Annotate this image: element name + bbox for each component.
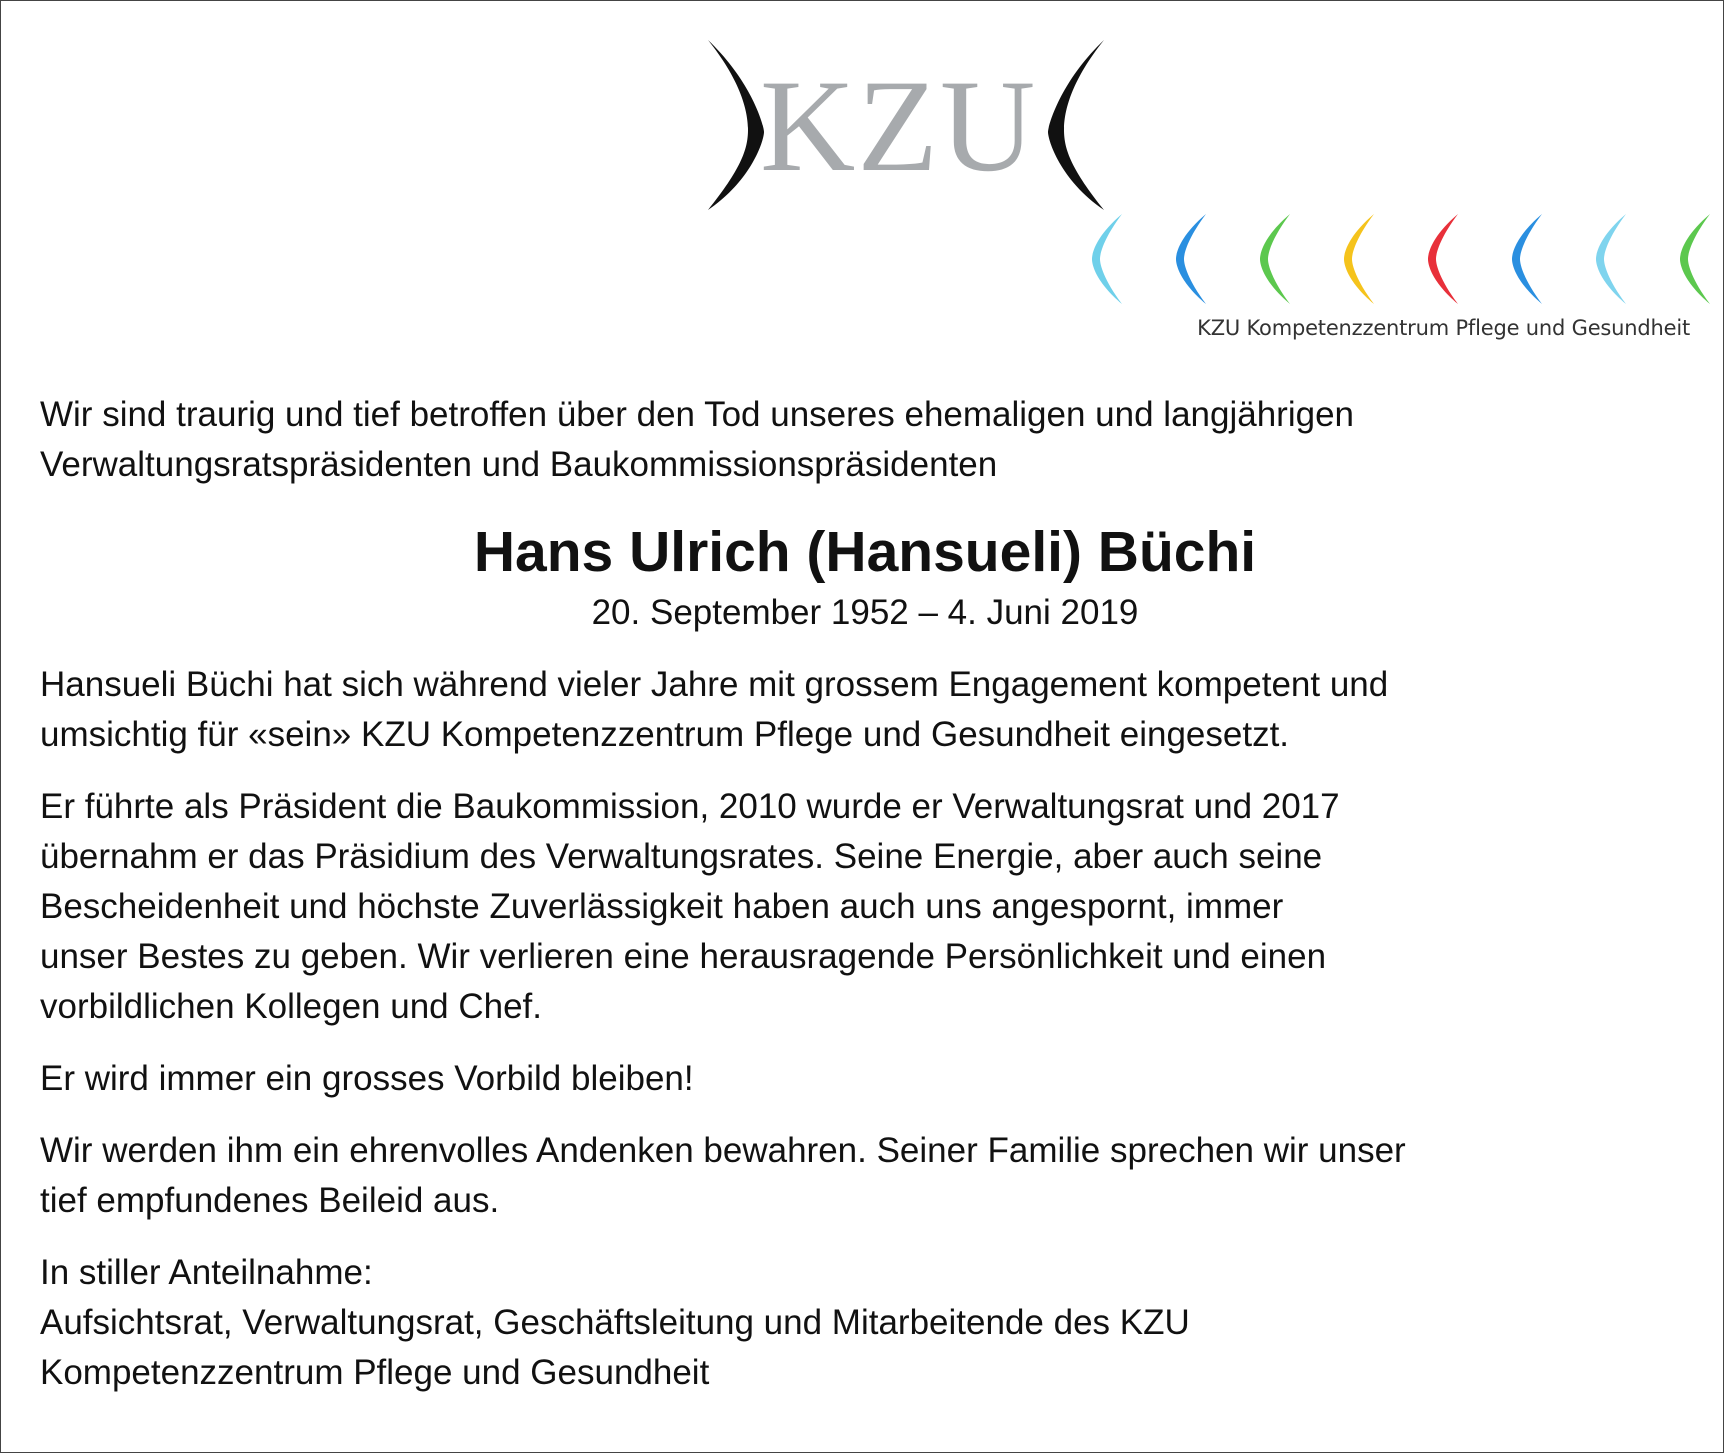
paragraph-condolences (40, 1126, 1690, 1226)
closing-line: In stiller Anteilnahme: (40, 1253, 373, 1292)
paragraph-engagement (40, 660, 1690, 760)
deceased-name: Hans Ulrich (Hansueli) Büchi (473, 520, 1257, 584)
closing-line: Aufsichtsrat, Verwaltungsrat, Geschäftsleitung und Mitarbeitende des KZU (40, 1303, 1190, 1342)
logo-color-bracket (1428, 214, 1458, 304)
logo-color-bracket (1512, 214, 1542, 304)
logo-left-bracket (708, 40, 764, 210)
intro-line: Wir sind traurig und tief betroffen über den Tod unseres ehemaligen und langjährigen (40, 395, 1355, 434)
paragraph-line: Bescheidenheit und höchste Zuverlässigkeit haben auch uns angespornt, immer (40, 887, 1284, 926)
logo-color-brackets (1092, 214, 1710, 304)
paragraph-career (40, 782, 1690, 1032)
paragraph-line: Er führte als Präsident die Baukommission, 2010 wurde er Verwaltungsrat und 2017 (40, 787, 1340, 826)
logo-right-bracket (1048, 40, 1104, 210)
closing-signature (40, 1248, 1690, 1398)
logo-color-bracket (1176, 214, 1206, 304)
paragraph-role-model (40, 1054, 1690, 1104)
paragraph-line: unser Bestes zu geben. Wir verlieren eine herausragende Persönlichkeit und einen (40, 937, 1327, 976)
paragraph-line: Hansueli Büchi hat sich während vieler Jahre mit grossem Engagement kompetent und (40, 665, 1389, 704)
closing-line: Kompetenzzentrum Pflege und Gesundheit (40, 1353, 710, 1392)
paragraph-line: Wir werden ihm ein ehrenvolles Andenken bewahren. Seiner Familie sprechen wir unser (40, 1131, 1406, 1170)
logo-color-bracket (1344, 214, 1374, 304)
paragraph-line: Er wird immer ein grosses Vorbild bleiben! (40, 1059, 694, 1098)
intro-text (40, 390, 1690, 490)
logo-color-bracket (1680, 214, 1710, 304)
life-dates: 20. September 1952 – 4. Juni 2019 (591, 593, 1139, 632)
paragraph-line: vorbildlichen Kollegen und Chef. (40, 987, 542, 1026)
logo-color-bracket (1596, 214, 1626, 304)
logo-caption: KZU Kompetenzzentrum Pflege und Gesundheit (1197, 316, 1690, 340)
intro-line: Verwaltungsratspräsidenten und Baukommissionspräsidenten (40, 445, 998, 484)
notice-body (40, 390, 1690, 1398)
kzu-logo-graphic (0, 0, 1724, 370)
logo-wordmark: KZU (760, 52, 1038, 199)
logo-color-bracket (1260, 214, 1290, 304)
paragraph-line: umsichtig für «sein» KZU Kompetenzzentrum Pflege und Gesundheit eingesetzt. (40, 715, 1290, 754)
paragraph-line: tief empfundenes Beileid aus. (40, 1181, 500, 1220)
kzu-logo (0, 0, 1724, 370)
paragraph-line: übernahm er das Präsidium des Verwaltungsrates. Seine Energie, aber auch seine (40, 837, 1323, 876)
logo-color-bracket (1092, 214, 1122, 304)
